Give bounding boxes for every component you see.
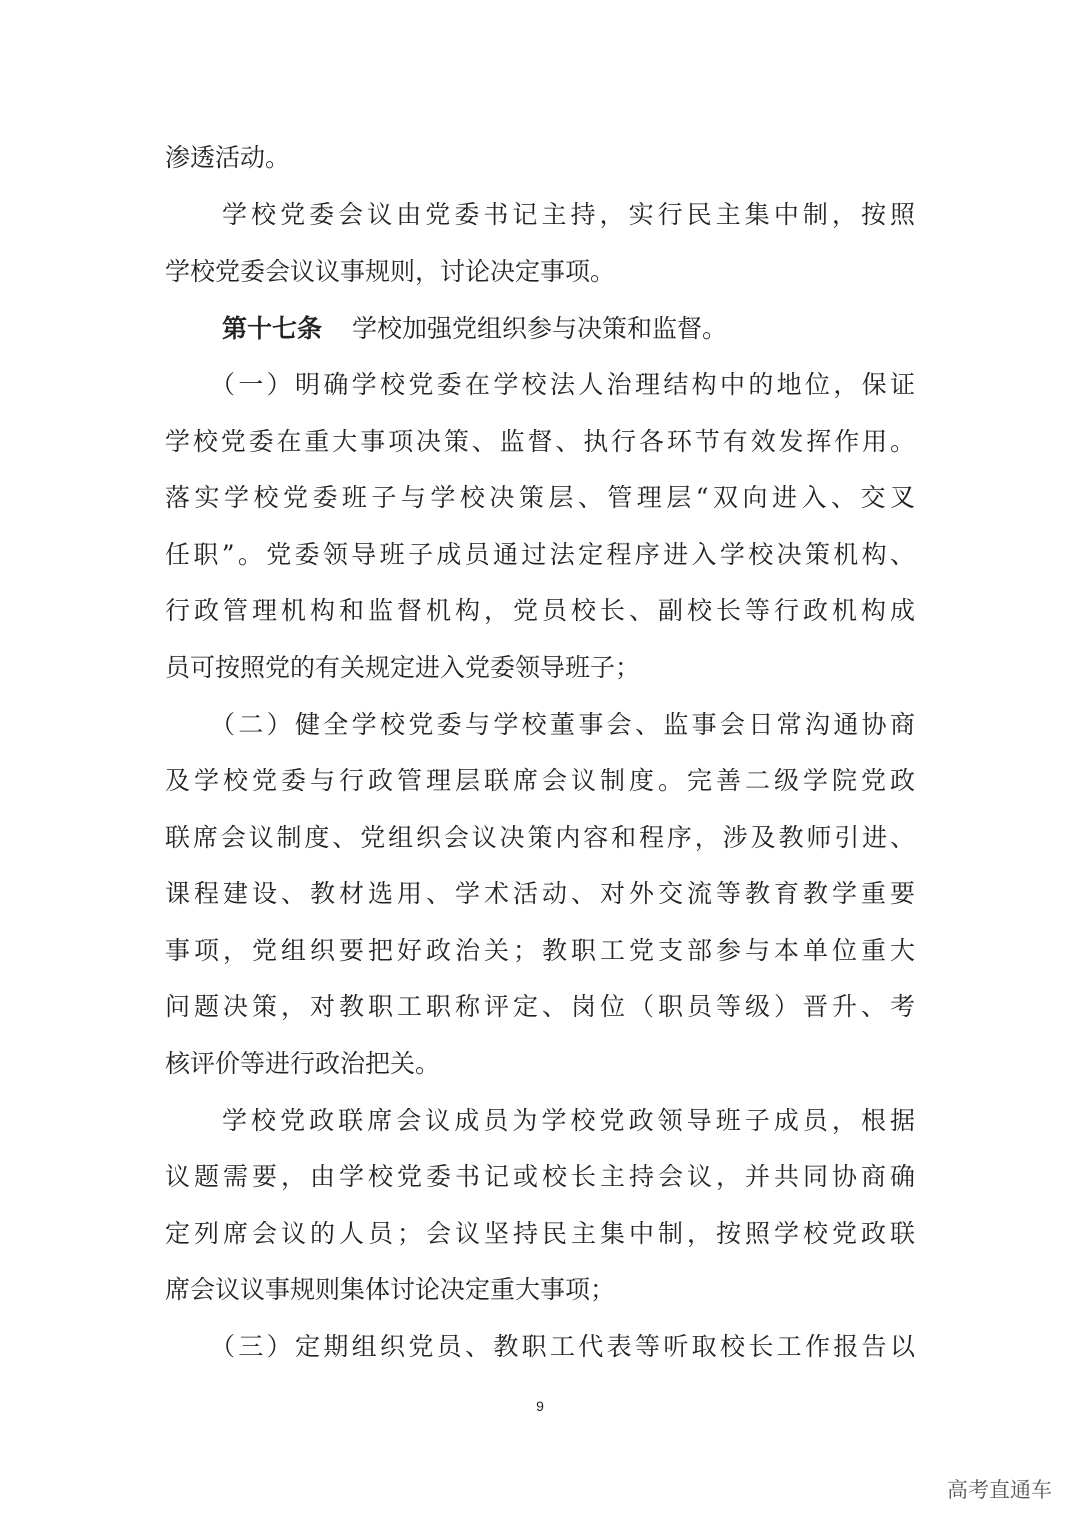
article-line bbox=[222, 309, 915, 349]
text-line: 问题决策，对教职工职称评定、岗位（职员等级）晋升、考 bbox=[165, 992, 915, 1021]
text-line: 定列席会议的人员；会议坚持民主集中制，按照学校党政联 bbox=[165, 1219, 915, 1248]
text-line: 课程建设、教材选用、学术活动、对外交流等教育教学重要 bbox=[165, 879, 915, 908]
text-line: 学校党委在重大事项决策、监督、执行各环节有效发挥作用。 bbox=[165, 427, 915, 456]
text-line: 员可按照党的有关规定进入党委领导班子； bbox=[165, 653, 641, 682]
text-line: 学校党委会议由党委书记主持，实行民主集中制，按照 bbox=[222, 200, 915, 229]
text-line: （一）明确学校党委在学校法人治理结构中的地位，保证 bbox=[210, 370, 915, 399]
text-line: （二）健全学校党委与学校董事会、监事会日常沟通协商 bbox=[210, 710, 915, 739]
watermark: 高考直通车 bbox=[947, 1478, 1052, 1502]
article-heading: 第十七条 bbox=[222, 314, 323, 343]
text-line: （三）定期组织党员、教职工代表等听取校长工作报告以 bbox=[210, 1332, 915, 1361]
text-line: 议题需要，由学校党委书记或校长主持会议，并共同协商确 bbox=[165, 1162, 915, 1191]
text-line: 行政管理机构和监督机构，党员校长、副校长等行政机构成 bbox=[165, 596, 915, 625]
page-number: 9 bbox=[536, 1398, 544, 1414]
text-line: 席会议议事规则集体讨论决定重大事项； bbox=[165, 1275, 616, 1304]
text-line: 及学校党委与行政管理层联席会议制度。完善二级学院党政 bbox=[165, 766, 915, 795]
text-line: 事项，党组织要把好政治关；教职工党支部参与本单位重大 bbox=[165, 936, 915, 965]
text-line: 学校党政联席会议成员为学校党政领导班子成员，根据 bbox=[222, 1106, 915, 1135]
text-line: 联席会议制度、党组织会议决策内容和程序，涉及教师引进、 bbox=[165, 823, 915, 852]
text-line: 渗透活动。 bbox=[165, 143, 291, 172]
text-line: 落实学校党委班子与学校决策层、管理层“双向进入、交叉 bbox=[165, 483, 915, 512]
article-title: 学校加强党组织参与决策和监督。 bbox=[352, 314, 728, 343]
text-line: 核评价等进行政治把关。 bbox=[165, 1049, 441, 1078]
text-line: 学校党委会议议事规则，讨论决定事项。 bbox=[165, 257, 616, 286]
text-line: 任职”。党委领导班子成员通过法定程序进入学校决策机构、 bbox=[165, 540, 915, 569]
